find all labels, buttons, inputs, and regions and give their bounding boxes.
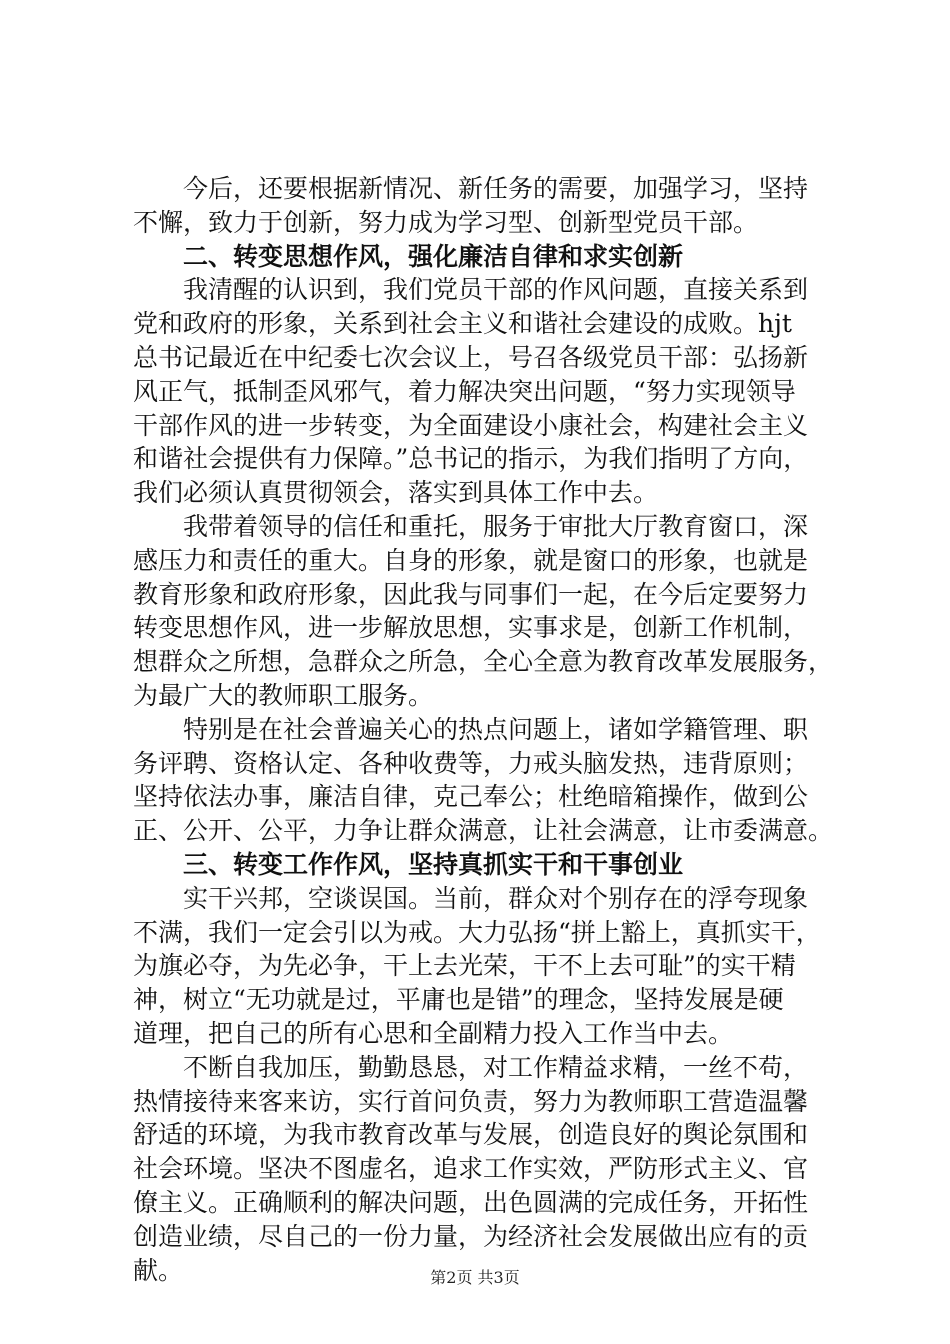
text-line: 舒适的环境，为我市教育改革与发展，创造良好的舆论氛围和 xyxy=(133,1120,809,1150)
text-line: 感压力和责任的重大。自身的形象，就是窗口的形象，也就是 xyxy=(133,545,809,575)
text-line: 我们必须认真贯彻领会，落实到具体工作中去。 xyxy=(133,478,659,508)
section-heading: 二、转变思想作风，强化廉洁自律和求实创新 xyxy=(133,241,684,271)
text-line: 正、公开、公平，力争让群众满意，让社会满意，让市委满意。 xyxy=(133,816,834,846)
text-line: 坚持依法办事，廉洁自律，克己奉公；杜绝暗箱操作，做到公 xyxy=(133,782,809,812)
text-line: 创造业绩，尽自己的一份力量，为经济社会发展做出应有的贡 xyxy=(133,1221,809,1251)
text-line: 实干兴邦，空谈误国。当前，群众对个别存在的浮夸现象 xyxy=(133,883,809,913)
text-line: 务评聘、资格认定、各种收费等，力戒头脑发热，违背原则； xyxy=(133,748,809,778)
text-line: 今后，还要根据新情况、新任务的需要，加强学习，坚持 xyxy=(133,174,809,203)
text-line: 道理，把自己的所有心思和全副精力投入工作当中去。 xyxy=(133,1018,734,1048)
section-heading: 三、转变工作作风，坚持真抓实干和干事创业 xyxy=(133,849,684,879)
text-line: 想群众之所想，急群众之所急，全心全意为教育改革发展服务， xyxy=(133,647,834,677)
text-line: 为旗必夺，为先必争，干上去光荣，干不上去可耻”的实干精 xyxy=(133,951,796,981)
text-line: 为最广大的教师职工服务。 xyxy=(133,680,434,710)
text-line: 不满，我们一定会引以为戒。大力弘扬“拼上豁上，真抓实干， xyxy=(133,917,821,947)
document-body xyxy=(133,172,835,1287)
text-line: 不懈，致力于创新，努力成为学习型、创新型党员干部。 xyxy=(133,207,759,237)
text-line: 献。 xyxy=(133,1255,184,1285)
text-line: 党和政府的形象，关系到社会主义和谐社会建设的成败。hjt xyxy=(133,309,792,339)
text-line: 转变思想作风，进一步解放思想，实事求是，创新工作机制， xyxy=(133,613,809,643)
text-line: 教育形象和政府形象，因此我与同事们一起，在今后定要努力 xyxy=(133,579,809,609)
text-line: 特别是在社会普遍关心的热点问题上，诸如学籍管理、职 xyxy=(133,714,809,744)
text-line: 僚主义。正确顺利的解决问题，出色圆满的完成任务，开拓性 xyxy=(133,1187,809,1217)
text-line: 社会环境。坚决不图虚名，追求工作实效，严防形式主义、官 xyxy=(133,1154,809,1184)
text-line: 热情接待来客来访，实行首问负责，努力为教师职工营造温馨 xyxy=(133,1086,809,1116)
text-line: 干部作风的进一步转变，为全面建设小康社会，构建社会主义 xyxy=(133,410,809,440)
text-line: 我带着领导的信任和重托，服务于审批大厅教育窗口，深 xyxy=(133,511,809,541)
text-line: 和谐社会提供有力保障。”总书记的指示，为我们指明了方向， xyxy=(133,444,809,474)
text-line: 神，树立“无功就是过，平庸也是错”的理念，坚持发展是硬 xyxy=(133,985,784,1015)
text-line: 风正气，抵制歪风邪气，着力解决突出问题，“努力实现领导 xyxy=(133,376,796,406)
page-footer: 第2页 共3页 xyxy=(430,1268,520,1287)
text-line: 不断自我加压，勤勤恳恳，对工作精益求精，一丝不苟， xyxy=(133,1052,809,1082)
text-line: 我清醒的认识到，我们党员干部的作风问题，直接关系到 xyxy=(133,275,809,305)
text-line: 总书记最近在中纪委七次会议上，号召各级党员干部：弘扬新 xyxy=(133,342,809,372)
